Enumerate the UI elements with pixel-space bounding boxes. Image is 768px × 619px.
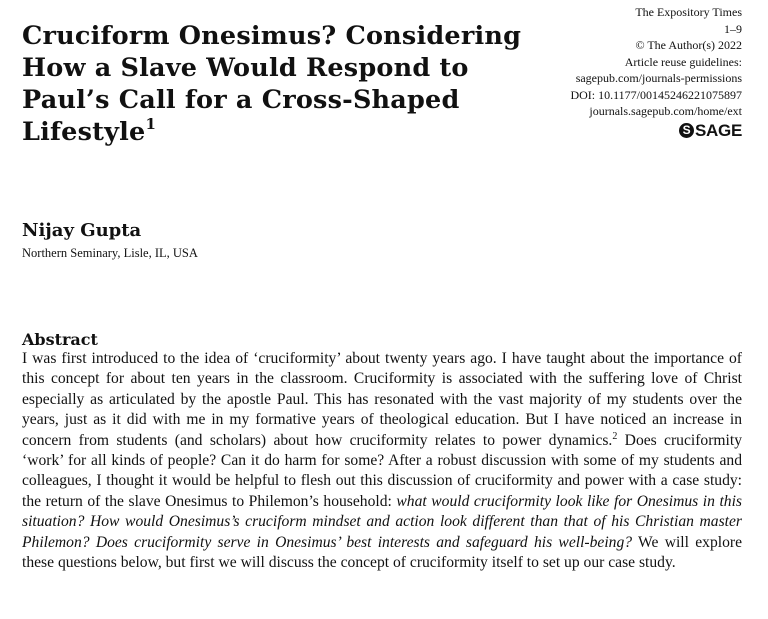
copyright-line: © The Author(s) 2022 xyxy=(635,38,742,52)
abstract-footnote-marker[interactable]: 2 xyxy=(612,430,618,442)
abstract-research-questions: what would cruciformity look like for Onesimus in this situation? How would Onesimus’s cruciform mindset and action look different than that of his Christian master Philemon? Does cruciformity serve in Onesimus’ best interests and safeguard his well-being? xyxy=(22,492,742,551)
page-range: 1–9 xyxy=(724,21,742,36)
publisher-logo-text: SAGE xyxy=(695,120,742,140)
abstract-text-2: Does cruciformity ‘work’ for all kinds of people? Can it do harm for some? After a robust discussion with some of my students and colleagues, I thought it would be helpful to flesh out this discussion of cruciformity and power with a case study: the return of the slave Onesimus to Philemon’s household: xyxy=(22,431,742,510)
abstract-heading: Abstract xyxy=(22,330,98,349)
doi-line[interactable]: DOI: 10.1177/00145246221075897 xyxy=(570,87,742,102)
reuse-link[interactable]: sagepub.com/journals-permissions xyxy=(575,71,742,85)
reuse-label: Article reuse guidelines: xyxy=(624,54,742,69)
title-footnote-marker[interactable]: 1 xyxy=(145,114,157,133)
article-title-text: Cruciform Onesimus? Considering How a Slave Would Respond to Paul’s Call for a Cross-Shaped Lifestyle xyxy=(22,21,522,147)
author-affiliation: Northern Seminary, Lisle, IL, USA xyxy=(22,246,198,260)
article-title xyxy=(22,20,542,148)
abstract-body xyxy=(22,349,742,573)
publisher-logo xyxy=(570,120,742,140)
abstract-text-3: We will explore these questions below, but first we will discuss the concept of cruciformity itself to set up our case study. xyxy=(22,533,742,572)
author-name: Nijay Gupta xyxy=(22,220,142,241)
journal-meta xyxy=(570,4,742,139)
journal-name: The Expository Times xyxy=(635,5,742,19)
journal-home-link[interactable]: journals.sagepub.com/home/ext xyxy=(589,104,742,118)
sage-s-icon: S xyxy=(679,123,694,138)
abstract-text-1: I was first introduced to the idea of ‘cruciformity’ about twenty years ago. I have taught about the importance of this concept for about ten years in the classroom. Cruciformity is associated with the suffering love of Christ especially as articulated by the apostle Paul. This has resonated with the vast majority of my students over the years, just as it did with me in my formative years of theological education. But I have noticed an increase in concern from students (and scholars) about how cruciformity relates to power dynamics. xyxy=(22,350,742,449)
